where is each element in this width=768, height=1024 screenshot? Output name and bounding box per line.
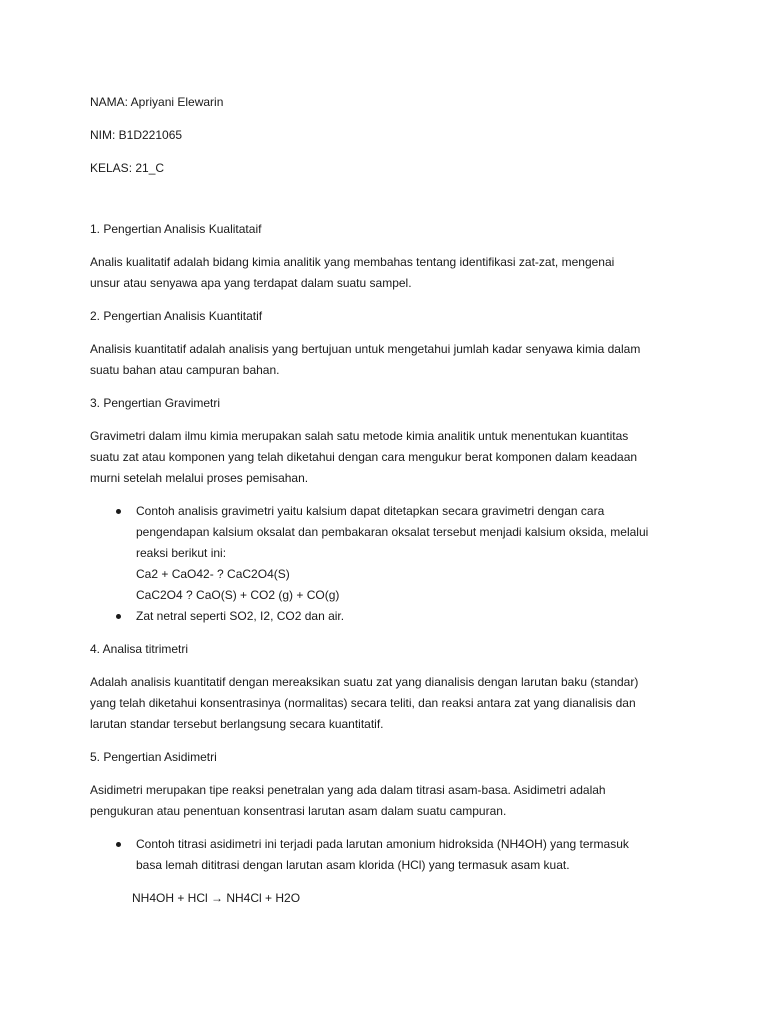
paragraph-line: Analis kualitatif adalah bidang kimia analitik yang membahas tentang identifikasi zat-zat, mengenai xyxy=(90,255,615,269)
paragraph-line: pengukuran atau penentuan konsentrasi larutan asam dalam suatu campuran. xyxy=(90,804,507,818)
section-3-paragraph xyxy=(90,426,690,489)
section-2-paragraph xyxy=(90,339,690,381)
reaction-equation: NH4OH + HCl → NH4Cl + H2O xyxy=(132,891,301,905)
section-3-bullet-list xyxy=(90,501,690,627)
bullet-line: Contoh analisis gravimetri yaitu kalsium dapat ditetapkan secara gravimetri dengan cara xyxy=(136,504,605,518)
section-1-heading: 1. Pengertian Analisis Kualitataif xyxy=(90,222,262,236)
bullet-line: pengendapan kalsium oksalat dan pembakaran oksalat tersebut menjadi kalsium oksida, melalui xyxy=(136,525,649,539)
document-body xyxy=(90,92,690,909)
paragraph-line: murni setelah melalui proses pemisahan. xyxy=(90,471,309,485)
bullet-icon xyxy=(116,614,121,619)
paragraph-line: Adalah analisis kuantitatif dengan mereaksikan suatu zat yang dianalisis dengan larutan baku (standar) xyxy=(90,675,639,689)
bullet-icon xyxy=(116,509,121,514)
section-4-heading: 4. Analisa titrimetri xyxy=(90,642,189,656)
paragraph-line: Gravimetri dalam ilmu kimia merupakan salah satu metode kimia analitik untuk menentukan kuantitas xyxy=(90,429,629,443)
section-1-paragraph xyxy=(90,252,690,294)
section-5-heading: 5. Pengertian Asidimetri xyxy=(90,750,217,764)
bullet-icon xyxy=(116,842,121,847)
spacer xyxy=(90,179,690,219)
paragraph-line: Asidimetri merupakan tipe reaksi penetralan yang ada dalam titrasi asam-basa. Asidimetri adalah xyxy=(90,783,606,797)
section-5-paragraph xyxy=(90,780,690,822)
bullet-line: Contoh titrasi asidimetri ini terjadi pada larutan amonium hidroksida (NH4OH) yang termasuk xyxy=(136,837,629,851)
section-3-heading: 3. Pengertian Gravimetri xyxy=(90,396,221,410)
student-nim: NIM: B1D221065 xyxy=(90,128,183,142)
section-5-bullet-list xyxy=(90,834,690,876)
list-item xyxy=(90,501,690,606)
bullet-line: Zat netral seperti SO2, I2, CO2 dan air. xyxy=(136,609,345,623)
section-2-heading: 2. Pengertian Analisis Kuantitatif xyxy=(90,309,263,323)
bullet-line: reaksi berikut ini: xyxy=(136,546,227,560)
section-4-paragraph xyxy=(90,672,690,735)
list-item xyxy=(90,606,690,627)
paragraph-line: suatu bahan atau campuran bahan. xyxy=(90,363,280,377)
paragraph-line: larutan standar tersebut berlangsung secara kuantitatif. xyxy=(90,717,384,731)
bullet-line: basa lemah dititrasi dengan larutan asam klorida (HCl) yang termasuk asam kuat. xyxy=(136,858,570,872)
student-class: KELAS: 21_C xyxy=(90,161,165,175)
list-item xyxy=(90,834,690,876)
paragraph-line: yang telah diketahui konsentrasinya (normalitas) secara teliti, dan reaksi antara zat yang dianalisis dan xyxy=(90,696,636,710)
paragraph-line: Analisis kuantitatif adalah analisis yang bertujuan untuk mengetahui jumlah kadar senyawa kimia dalam xyxy=(90,342,641,356)
paragraph-line: suatu zat atau komponen yang telah diketahui dengan cara mengukur berat komponen dalam keadaan xyxy=(90,450,638,464)
student-name: NAMA: Apriyani Elewarin xyxy=(90,95,224,109)
reaction-line: CaC2O4 ? CaO(S) + CO2 (g) + CO(g) xyxy=(136,588,340,602)
paragraph-line: unsur atau senyawa apa yang terdapat dalam suatu sampel. xyxy=(90,276,412,290)
reaction-line: Ca2 + CaO42- ? CaC2O4(S) xyxy=(136,567,290,581)
